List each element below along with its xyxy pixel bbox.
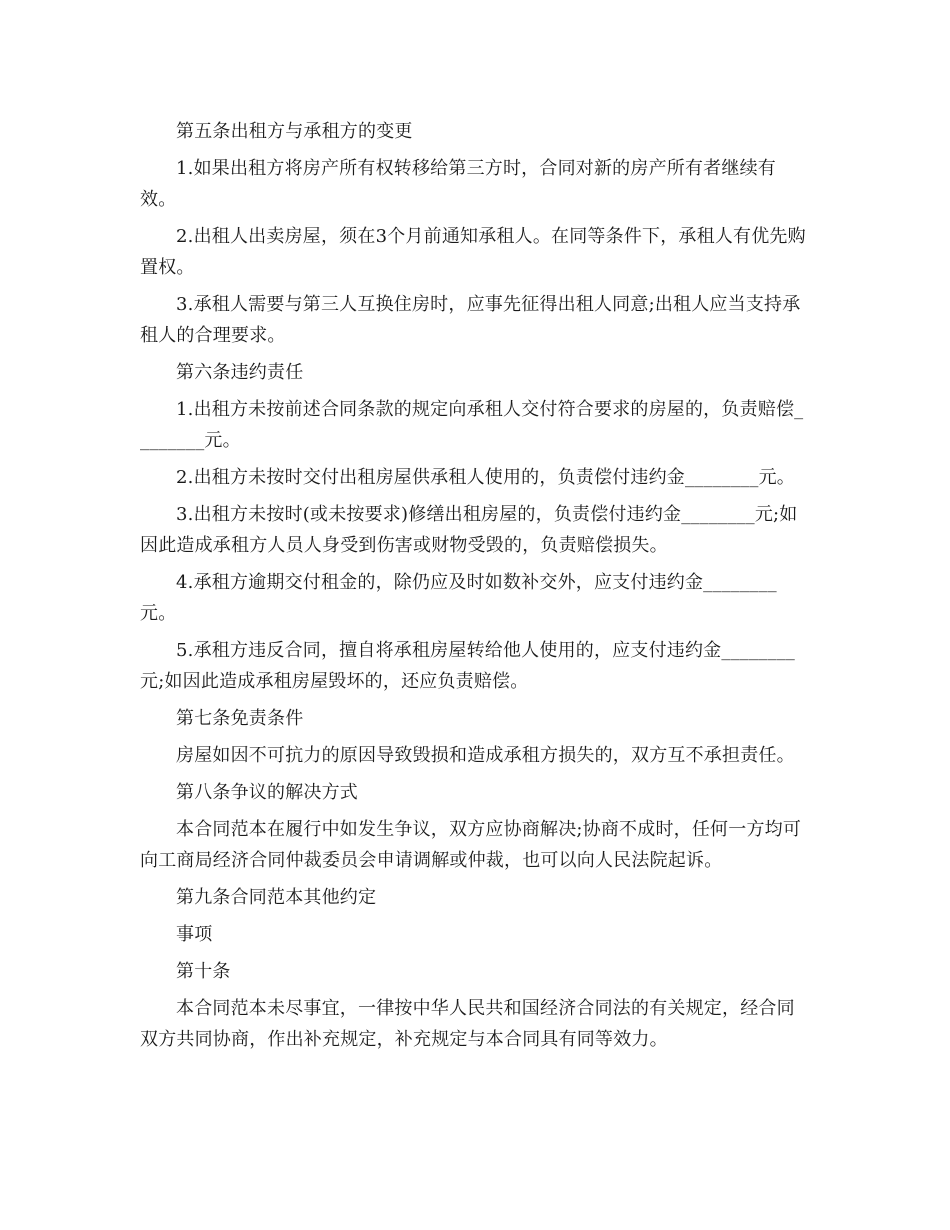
article-10-heading: 第十条 bbox=[176, 961, 231, 982]
article-5-heading: 第五条出租方与承租方的变更 bbox=[176, 121, 413, 142]
article-9-body: 事项 bbox=[176, 924, 213, 945]
article-6-clause-3: 3.出租方未按时(或未按要求)修缮出租房屋的，负责偿付违约金________元;如因此造成承租方人员人身受到伤害或财物受毁的，负责赔偿损失。 bbox=[140, 504, 798, 556]
article-7-body: 房屋如因不可抗力的原因导致毁损和造成承租方损失的，双方互不承担责任。 bbox=[176, 745, 795, 766]
article-6-clause-2: 2.出租方未按时交付出租房屋供承租人使用的，负责偿付违约金________元。 bbox=[176, 467, 795, 488]
article-5-clause-2: 2.出租人出卖房屋，须在3个月前通知承租人。在同等条件下，承租人有优先购置权。 bbox=[140, 226, 806, 278]
article-8-heading: 第八条争议的解决方式 bbox=[176, 782, 358, 803]
article-7-heading: 第七条免责条件 bbox=[176, 708, 304, 729]
article-5-clause-1: 1.如果出租方将房产所有权转移给第三方时，合同对新的房产所有者继续有效。 bbox=[140, 158, 776, 210]
article-6-clause-5: 5.承租方违反合同，擅自将承租房屋转给他人使用的，应支付违约金________元;如因此造成承租房屋毁坏的，还应负责赔偿。 bbox=[140, 640, 795, 692]
article-6-heading: 第六条违约责任 bbox=[176, 362, 304, 383]
article-8-body: 本合同范本在履行中如发生争议，双方应协商解决;协商不成时，任何一方均可向工商局经济合同仲裁委员会申请调解或仲裁，也可以向人民法院起诉。 bbox=[140, 819, 802, 871]
article-6-clause-1: 1.出租方未按前述合同条款的规定向承租人交付符合要求的房屋的，负责赔偿________元。 bbox=[140, 399, 804, 451]
article-6-clause-4: 4.承租方逾期交付租金的，除仍应及时如数补交外，应支付违约金________元。 bbox=[140, 572, 777, 624]
document-body bbox=[140, 116, 812, 1061]
article-5-clause-3: 3.承租人需要与第三人互换住房时，应事先征得出租人同意;出租人应当支持承租人的合理要求。 bbox=[140, 294, 801, 346]
article-10-body: 本合同范本未尽事宜，一律按中华人民共和国经济合同法的有关规定，经合同双方共同协商，作出补充规定，补充规定与本合同具有同等效力。 bbox=[140, 998, 795, 1050]
article-9-heading: 第九条合同范本其他约定 bbox=[176, 887, 377, 908]
